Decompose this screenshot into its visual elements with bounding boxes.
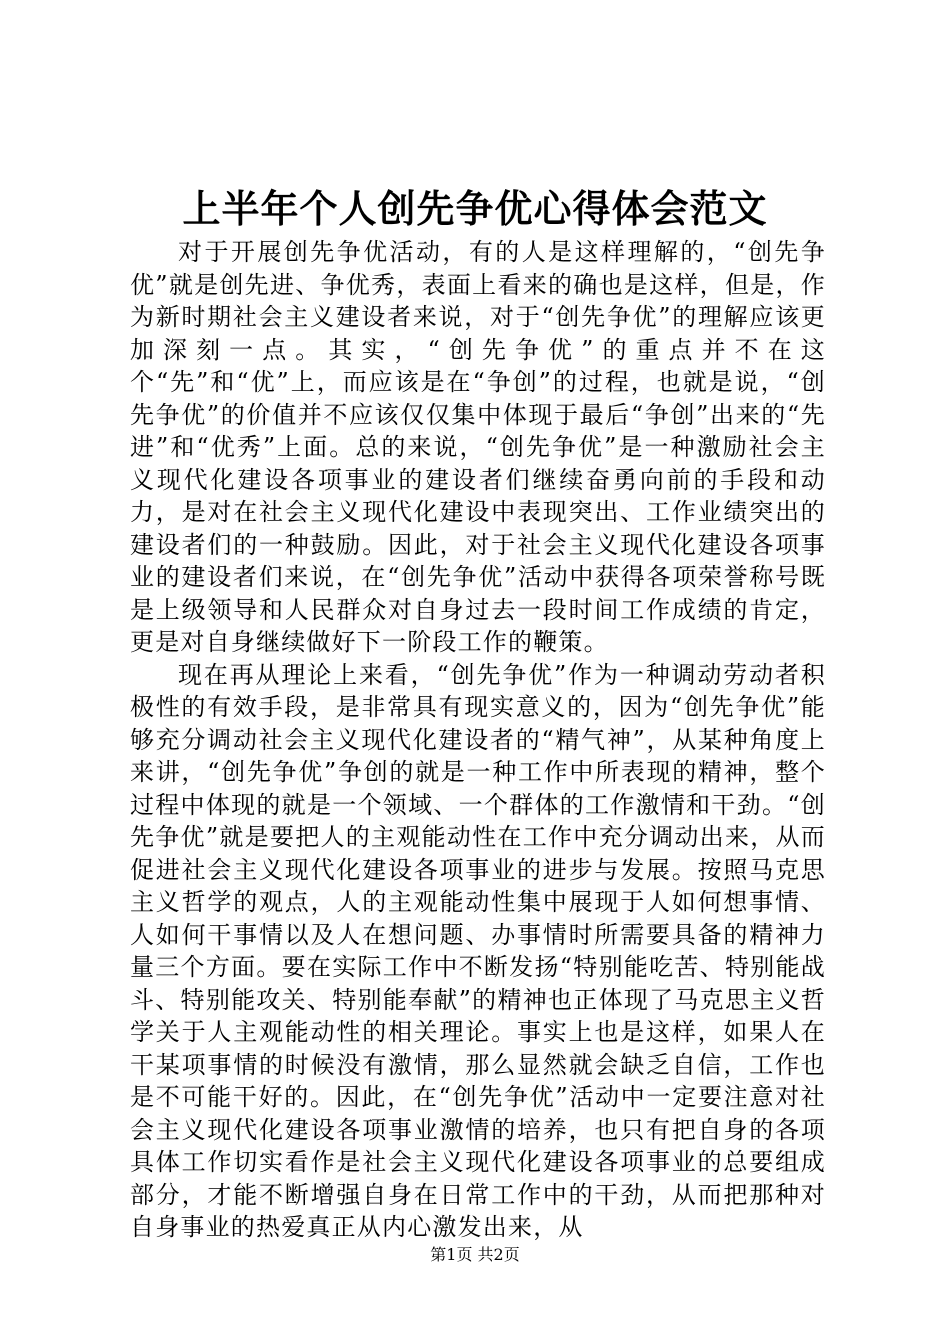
page-footer: 第1页 共2页: [430, 1245, 520, 1264]
document-body: [130, 236, 826, 1244]
paragraph-1: 对于开展创先争优活动，有的人是这样理解的，“创先争优”就是创先进、争优秀，表面上看来的确也是这样，但是，作为新时期社会主义建设者来说，对于“创先争优”的理解应该更加深刻一点。其实，“创先争优”的重点并不在这个“先”和“优”上，而应该是在“争创”的过程，也就是说，“创先争优”的价值并不应该仅仅集中体现于最后“争创”出来的“先进”和“优秀”上面。总的来说，“创先争优”是一种激励社会主义现代化建设各项事业的建设者们继续奋勇向前的手段和动力，是对在社会主义现代化建设中表现突出、工作业绩突出的建设者们的一种鼓励。因此，对于社会主义现代化建设各项事业的建设者们来说，在“创先争优”活动中获得各项荣誉称号既是上级领导和人民群众对自身过去一段时间工作成绩的肯定，更是对自身继续做好下一阶段工作的鞭策。: [130, 238, 826, 656]
paragraph-2: 现在再从理论上来看，“创先争优”作为一种调动劳动者积极性的有效手段，是非常具有现实意义的，因为“创先争优”能够充分调动社会主义现代化建设者的“精气神”，从某种角度上来讲，“创先争优”争创的就是一种工作中所表现的精神，整个过程中体现的就是一个领域、一个群体的工作激情和干劲。“创先争优”就是要把人的主观能动性在工作中充分调动出来，从而促进社会主义现代化建设各项事业的进步与发展。按照马克思主义哲学的观点，人的主观能动性集中展现于人如何想事情、人如何干事情以及人在想问题、办事情时所需要具备的精神力量三个方面。要在实际工作中不断发扬“特别能吃苦、特别能战斗、特别能攻关、特别能奉献”的精神也正体现了马克思主义哲学关于人主观能动性的相关理论。事实上也是这样，如果人在干某项事情的时候没有激情，那么显然就会缺乏自信，工作也是不可能干好的。因此，在“创先争优”活动中一定要注意对社会主义现代化建设各项事业激情的培养，也只有把自身的各项具体工作切实看作是社会主义现代化建设各项事业的总要组成部分，才能不断增强自身在日常工作中的干劲，从而把那种对自身事业的热爱真正从内心激发出来，从: [130, 660, 826, 1241]
document-title: 上半年个人创先争优心得体会范文: [182, 186, 768, 231]
